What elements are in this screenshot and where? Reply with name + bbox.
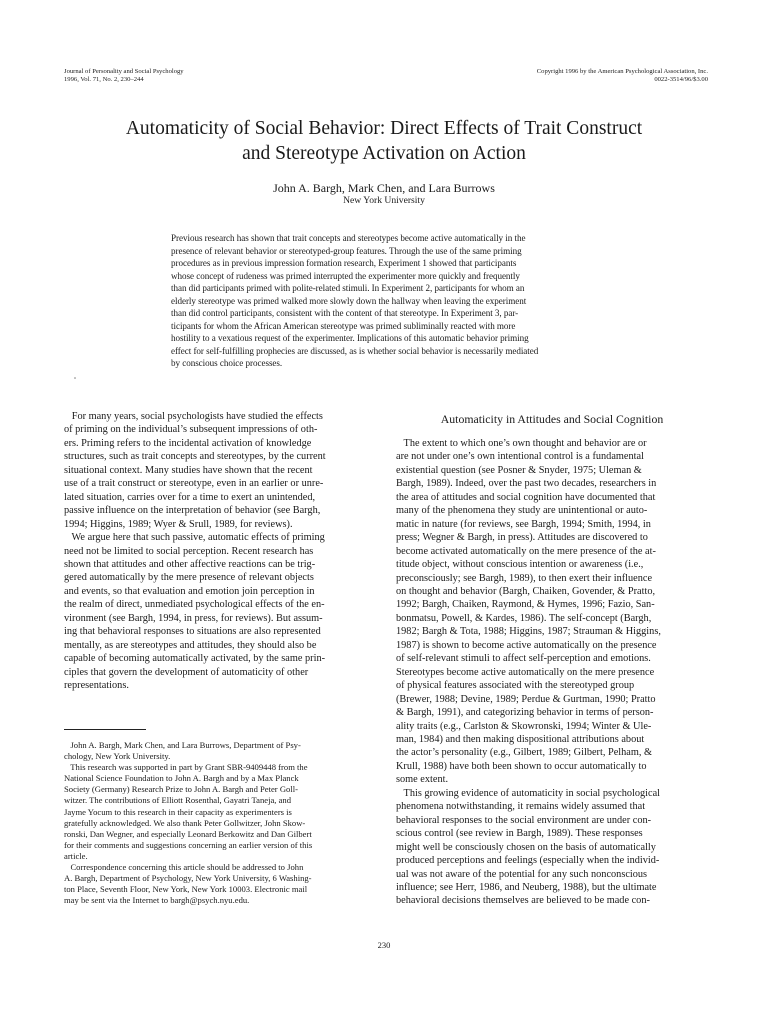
scan-speck xyxy=(74,377,76,379)
author-list: John A. Bargh, Mark Chen, and Lara Burrows xyxy=(273,181,495,195)
footnote-divider xyxy=(64,729,146,730)
abstract: Previous research has shown that trait concepts and stereotypes become active automatically in the presence of relevant behavior or stereotyped-group features. Through the use of the same priming procedures as in previous impression formation research, Experiment 1 showed that participants whose concept of rudeness was primed interrupted the experimenter more quickly and frequently than did participants primed with polite-related stimuli. In Experiment 2, participants for whom an elderly stereotype was primed walked more slowly down the hallway when leaving the experiment than did control participants, consistent with the content of that stereotype. In Experiment 3, par- ticipants for whom the African American stereotype was primed subliminally reacted with more hostility to a vexatious request of the experimenter. Implications of this automatic behavior priming effect for self-fulfilling prophecies are discussed, as is whether social behavior is necessarily mediated by conscious choice processes. xyxy=(171,233,539,369)
author-affiliation: New York University xyxy=(343,195,425,206)
section-heading: Automaticity in Attitudes and Social Cognition xyxy=(440,412,664,426)
page-number: 230 xyxy=(377,940,391,950)
body-text-right-column: The extent to which one’s own thought and behavior are or are not under one’s own intentional control is a fundamental existential question (see Posner & Snyder, 1975; Uleman & Bargh, 1989). Indeed, over the past two decades, researchers in the area of attitudes and social cognition have documented that many of the phenomena they study are unintentional or auto- matic in nature (for reviews, see Bargh, 1994; Smith, 1994, in press; Wegner & Bargh, in press). Attitudes are discovered to become activated automatically on the mere presence of the at- titude object, without conscious intention or awareness (i.e., preconsciously; see Bargh, 1989), to then exert their influence on thought and behavior (Bargh, Chaiken, Govender, & Pratto, 1992; Bargh, Chaiken, Raymond, & Hymes, 1996; Fazio, San- bonmatsu, Powell, & Kardes, 1986). The self-concept (Bargh, 1982; Bargh & Tota, 1988; Higgins, 1987; Strauman & Higgins, 1987) is shown to become active automatically on the presence of self-relevant stimuli to affect self-perception and emotions. Stereotypes become active automatically on the mere presence of physical features associated with the stereotyped group (Brewer, 1988; Devine, 1989; Perdue & Gurtman, 1990; Pratto & Bargh, 1991), and categorizing behavior in terms of person- ality traits (e.g., Carlston & Skowronski, 1994; Winter & Ule- man, 1984) and then making dispositional attributions about the actor’s personality (e.g., Gilbert, 1989; Gilbert, Pelham, & Krull, 1988) have both been shown to occur automatically to some extent. This growing evidence of automaticity in social psychological phenomena notwithstanding, it remains widely assumed that behavioral responses to the social environment are under con- scious control (see review in Bargh, 1989). These responses might well be consciously chosen on the basis of automatically produced perceptions and feelings (especially when the individ- ual was not aware of the potential for any such nonconscious influence; see Herr, 1986, and Neuberg, 1988), but the ultimate behavioral decisions themselves are believed to be made con- xyxy=(396,438,661,907)
copyright-notice: Copyright 1996 by the American Psychological Association, Inc. 0022-3514/96/$3.00 xyxy=(536,68,708,83)
body-text-left-column: For many years, social psychologists have studied the effects of priming on the individual’s subsequent impressions of oth- ers. Priming refers to the incidental activation of knowledge structures, such as trait concepts and stereotypes, by the current situational context. Many studies have shown that the recent use of a trait construct or stereotype, even in an earlier or unre- lated situation, carries over for a time to exert an unintended, passive influence on the interpretation of behavior (see Bargh, 1994; Higgins, 1989; Wyer & Srull, 1989, for reviews). We argue here that such passive, automatic effects of priming need not be limited to social perception. Recent research has shown that attitudes and other affective reactions can be trig- gered automatically by the mere presence of relevant objects and events, so that evaluation and emotion join perception in the realm of direct, unmediated psychological effects of the en- vironment (see Bargh, 1994, in press, for reviews). But assum- ing that behavioral responses to situations are also represented mentally, as are stereotypes and attitudes, they should also be capable of becoming automatically activated, by the same prin- ciples that govern the development of automaticity of other representations. xyxy=(64,411,326,692)
author-note-footnote: John A. Bargh, Mark Chen, and Lara Burrows, Department of Psy- chology, New York University. This research was supported in part by Grant SBR-9409448 from the National Science Foundation to John A. Bargh and by a Max Planck Society (Germany) Research Prize to John A. Bargh and Peter Goll- witzer. The contributions of Elliott Rosenthal, Gayatri Taneja, and Jayme Yocum to this research in their capacity as experimenters is gratefully acknowledged. We also thank Peter Gollwitzer, John Skow- ronski, Dan Wegner, and especially Leonard Berkowitz and Dan Gilbert for their comments and suggestions concerning an earlier version of this article. Correspondence concerning this article should be addressed to John A. Bargh, Department of Psychology, New York University, 6 Washing- ton Place, Seventh Floor, New York, New York 10003. Electronic mail may be sent via the Internet to bargh@psych.nyu.edu. xyxy=(64,740,313,906)
journal-citation: Journal of Personality and Social Psychology 1996, Vol. 71, No. 2, 230–244 xyxy=(64,68,184,83)
article-title: Automaticity of Social Behavior: Direct Effects of Trait Construct and Stereotype Activation on Action xyxy=(125,118,643,164)
